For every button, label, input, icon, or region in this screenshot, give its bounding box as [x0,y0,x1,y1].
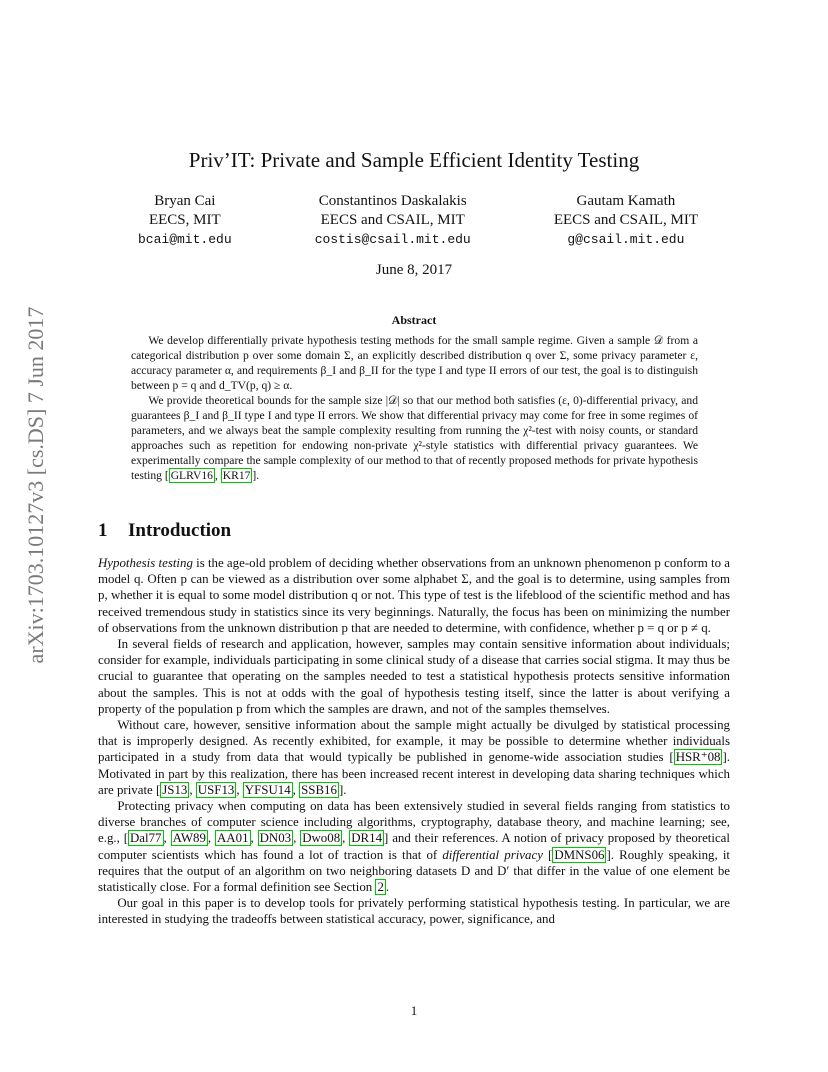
author-email: costis@csail.mit.edu [314,232,471,247]
paper-title: Priv’IT: Private and Sample Efficient Identity Testing [188,148,640,172]
page-number: 1 [410,1003,418,1018]
citation-link[interactable]: Dal77 [129,831,162,846]
author-name: Bryan Cai [154,193,216,209]
citation-link[interactable]: SSB16 [301,782,337,797]
emphasis-text: differential privacy [442,847,543,862]
author-name: Gautam Kamath [576,193,676,209]
abstract-paragraph: We develop differentially private hypothesis testing methods for the small sample regime. Given a sample 𝒟 from a categorical distribution p over some domain Σ, an explicitly described distribution q over Σ, some privacy parameter ε, accuracy parameter α, and requirements β_I and β_II for the type I and type II errors of our test, the goal is to distinguish between p = q and d_TV(p, q) ≥ α. [131,334,698,392]
author-affiliation: EECS and CSAIL, MIT [553,212,698,228]
introduction-body [98,555,730,928]
citation-link[interactable]: GLRV16 [170,469,213,482]
citation-link[interactable]: JS13 [162,782,188,797]
citation-link[interactable]: Dwo08 [302,831,341,846]
citation-link[interactable]: DMNS06 [554,847,605,862]
author-email: bcai@mit.edu [138,232,232,247]
intro-paragraph: Hypothesis testing is the age-old problem of deciding whether observations from an unknown phenomenon p conform to a model q. Often p can be viewed as a distribution over some alphabet Σ, and the goal is to determine, using samples from p, whether it is equal to some model distribution q or not. This type of test is the lifeblood of the scientific method and has received tremendous study in statistics since its very beginnings. Naturally, the focus has been on minimizing the number of observations from the unknown distribution p that are needed to determine, with confidence, whether p = q or p ≠ q. [98,556,730,635]
section-title: Introduction [128,520,232,541]
author-list [138,192,698,249]
author-affiliation: EECS, MIT [148,212,221,228]
citation-link[interactable]: HSR⁺08 [675,750,721,765]
intro-paragraph: In several fields of research and application, however, samples may contain sensitive information about individuals; consider for example, individuals participating in some clinical study of a disease that carries social stigma. It may thus be crucial to guarantee that operating on the samples needed to test a statistical hypothesis protects sensitive information about the samples. This is not at odds with the goal of hypothesis testing itself, since the latter is about verifying a property of the population p from which the samples are drawn, and not of the samples themselves. [98,637,730,716]
citation-link[interactable]: AA01 [217,831,249,846]
intro-paragraph: Protecting privacy when computing on data has been extensively studied in several fields ranging from statistics to diverse branches of computer science including algorithms, cryptography, database theory, and machine learning; see, e.g., [ Dal77 , AW89 , AA01 , DN03 , Dwo08 , DR14 ] and their references. A notion of privacy proposed by theoretical computer scientists which has found a lot of traction is that of differential privacy [ DMNS06 ]. Roughly speaking, it requires that the output of an algorithm on two neighboring datasets D and D′ that differ in the value of one element be statistically close. For a formal definition see Section 2 . [98,799,730,895]
author-email: g@csail.mit.edu [567,232,685,247]
author-block [554,192,698,249]
paper-date: June 8, 2017 [375,262,453,278]
intro-paragraph: Without care, however, sensitive information about the sample might actually be divulged by statistical processing that is improperly designed. As recently exhibited, for example, it may be possible to determine whether individuals participated in a study from data that would typically be published in genome-wide association studies [ HSR⁺08 ]. Motivated in part by this realization, there has been increased recent interest in developing data sharing techniques which are private [ JS13 , USF13 , YFSU14 , SSB16 ]. [98,718,731,797]
emphasis-text: Hypothesis testing [98,556,193,570]
section-heading [98,520,730,542]
arxiv-identifier-text: arXiv:1703.10127v3 [cs.DS] 7 Jun 2017 [23,306,48,664]
intro-paragraph: Our goal in this paper is to develop tools for privately performing statistical hypothesis testing. In particular, we are interested in studying the tradeoffs between statistical accuracy, power, significance, and [98,896,730,927]
author-name: Constantinos Daskalakis [318,193,467,209]
citation-link[interactable]: YFSU14 [244,782,291,797]
citation-link[interactable]: KR17 [222,469,251,482]
author-affiliation: EECS and CSAIL, MIT [320,212,465,228]
author-block [315,192,471,249]
abstract-body [131,333,698,483]
abstract-heading: Abstract [391,313,437,327]
citation-link[interactable]: AW89 [172,831,206,846]
author-block [138,192,232,249]
section-reference-link[interactable]: 2 [377,880,384,895]
citation-link[interactable]: DN03 [259,831,292,846]
citation-link[interactable]: DR14 [351,831,383,846]
section-number: 1 [98,520,108,541]
citation-link[interactable]: USF13 [197,782,235,797]
abstract-paragraph: We provide theoretical bounds for the sample size |𝒟| so that our method both satisfies (ε, 0)-differential privacy, and guarantees β_I and β_II type I and type II errors. We show that differential privacy may come for free in some regimes of parameters, and we always beat the sample complexity resulting from running the χ²-test with noisy counts, or standard approaches such as repetition for endowing non-private χ²-style statistics with differential privacy guarantees. We experimentally compare the sample complexity of our method to that of recently proposed methods for private hypothesis testing [ GLRV16 , KR17 ]. [131,394,698,482]
arxiv-identifier [16,300,56,670]
